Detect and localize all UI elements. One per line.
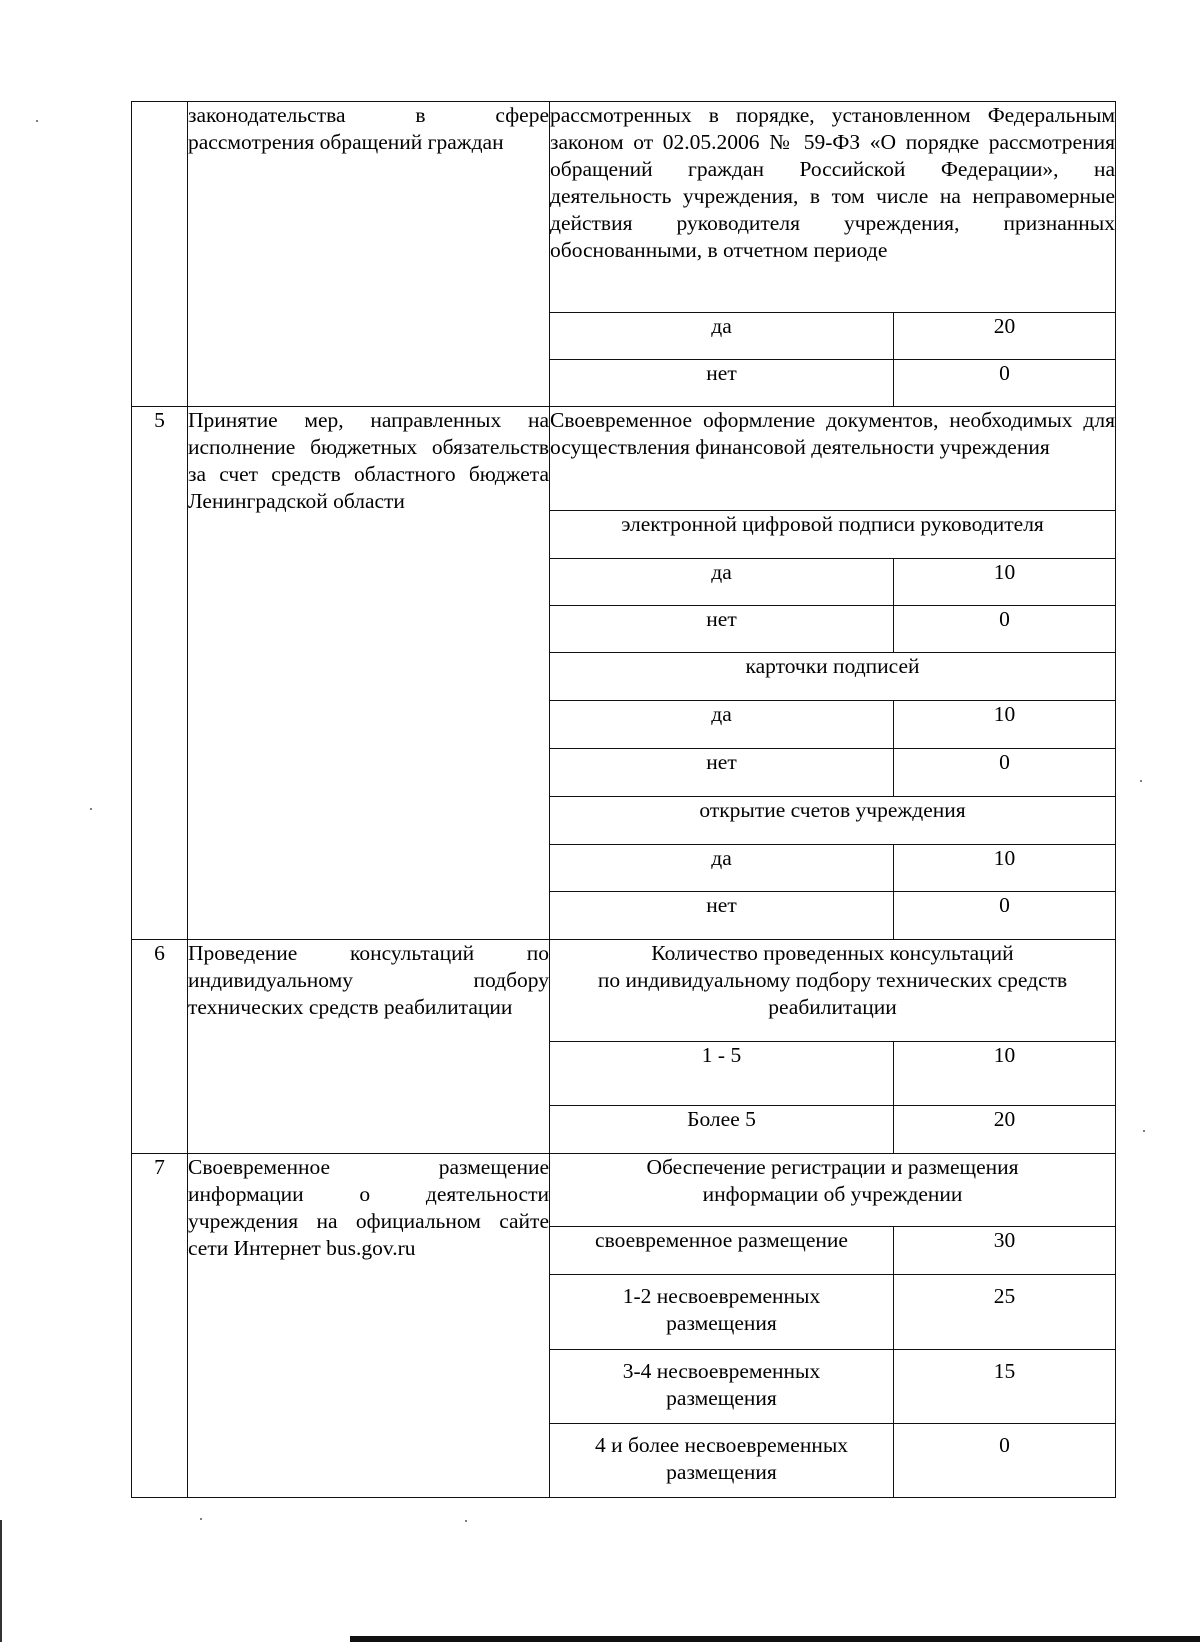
option-points: 20 <box>894 313 1116 360</box>
option-label: нет <box>550 360 894 407</box>
option-points: 20 <box>894 1106 1116 1154</box>
criteria-table <box>131 101 1116 1498</box>
subgroup-label: карточки подписей <box>550 653 1116 701</box>
scan-speck <box>200 1518 202 1520</box>
option-label <box>550 1350 894 1424</box>
subgroup-label: открытие счетов учреждения <box>550 797 1116 845</box>
option-points: 10 <box>894 701 1116 749</box>
criterion-text: Своевременное оформление документов, необходимых для осуществления финансовой деятельности учреждения <box>550 407 1116 511</box>
table-row <box>132 102 1116 313</box>
option-label-line: 4 и более несвоевременных <box>594 1433 849 1457</box>
row-number <box>132 102 188 407</box>
indicator-name: Своевременное размещение информации о деятельности учреждения на официальном сайте сети Интернет bus.gov.ru <box>188 1154 550 1498</box>
indicator-name: Принятие мер, направленных на исполнение бюджетных обязательств за счет средств областного бюджета Ленинградской области <box>188 407 550 940</box>
option-label <box>550 1424 894 1498</box>
criterion-line: Количество проведенных консультаций <box>651 941 1014 965</box>
scan-edge-line <box>0 1520 2 1642</box>
option-points: 10 <box>894 1042 1116 1106</box>
option-points: 0 <box>894 360 1116 407</box>
criterion-text <box>550 940 1116 1042</box>
indicator-name: законодательства в сфере рассмотрения обращений граждан <box>188 102 550 407</box>
option-label-line: размещения <box>666 1460 777 1484</box>
scan-speck <box>36 120 38 122</box>
indicator-name: Проведение консультаций по индивидуальному подбору технических средств реабилитации <box>188 940 550 1154</box>
option-points: 0 <box>894 892 1116 940</box>
option-label: нет <box>550 892 894 940</box>
scan-speck <box>90 808 92 810</box>
option-label-line: размещения <box>666 1386 777 1410</box>
subgroup-label: электронной цифровой подписи руководителя <box>550 511 1116 559</box>
scan-bottom-bar <box>350 1636 1200 1642</box>
option-points: 10 <box>894 559 1116 606</box>
option-label-line: размещения <box>666 1311 777 1335</box>
option-label-line: 3-4 несвоевременных <box>622 1359 821 1383</box>
option-points: 0 <box>894 606 1116 653</box>
criterion-text <box>550 1154 1116 1227</box>
row-number: 7 <box>132 1154 188 1498</box>
option-points: 0 <box>894 749 1116 797</box>
option-label: да <box>550 313 894 360</box>
scan-speck <box>465 1520 467 1522</box>
option-label <box>550 1275 894 1350</box>
criterion-line: информации об учреждении <box>702 1182 963 1206</box>
table-row <box>132 407 1116 511</box>
option-label: Более 5 <box>550 1106 894 1154</box>
criterion-line: по индивидуальному подбору технических средств <box>597 968 1068 992</box>
scan-speck <box>1140 780 1142 782</box>
option-label: своевременное размещение <box>550 1227 894 1275</box>
option-label: да <box>550 559 894 606</box>
option-label: да <box>550 701 894 749</box>
option-label: да <box>550 845 894 892</box>
criterion-text: рассмотренных в порядке, установленном Федеральным законом от 02.05.2006 № 59-ФЗ «О порядке рассмотрения обращений граждан Российской Федерации», на деятельность учреждения, в том числе на неправомерные действия руководителя учреждения, признанных обоснованными, в отчетном периоде <box>550 102 1116 313</box>
option-points: 25 <box>894 1275 1116 1350</box>
table-row <box>132 940 1116 1042</box>
option-label-line: 1-2 несвоевременных <box>622 1284 821 1308</box>
row-number: 6 <box>132 940 188 1154</box>
option-points: 30 <box>894 1227 1116 1275</box>
scan-speck <box>1143 1130 1145 1132</box>
table-row <box>132 1154 1116 1227</box>
criterion-line: реабилитации <box>768 995 897 1019</box>
criterion-line: Обеспечение регистрации и размещения <box>646 1155 1019 1179</box>
option-points: 10 <box>894 845 1116 892</box>
option-label: нет <box>550 606 894 653</box>
option-points: 0 <box>894 1424 1116 1498</box>
row-number: 5 <box>132 407 188 940</box>
option-label: нет <box>550 749 894 797</box>
option-points: 15 <box>894 1350 1116 1424</box>
option-label: 1 - 5 <box>550 1042 894 1106</box>
